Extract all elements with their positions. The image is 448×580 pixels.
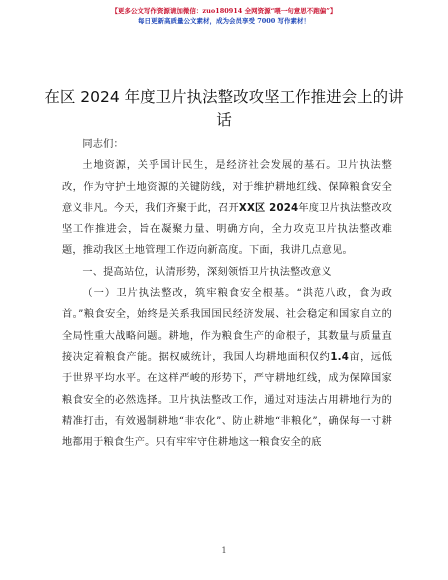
paragraph-food-security-bold: 1.4 bbox=[330, 351, 350, 363]
paragraph-food-security-rest: 亩，远低于世界平均水平。在这样严峻的形势下，严守耕地红线，成为保障国家粮食安全的必然选择。卫片执法整改工作，通过对违法占用耕地行为的精准打击，有效遏制耕地“非农化”、防止耕地“非粮化”，确保每一寸耕地都用于粮食生产。只有牢牢守住耕地这一粮食安全的底 bbox=[62, 351, 392, 449]
paragraph-intro-rest: 年度卫片执法整改攻坚工作推进会，旨在凝聚力量、明确方向，全力攻克卫片执法整改难题，推动我区土地管理工作迈向新高度。下面，我讲几点意见。 bbox=[62, 202, 392, 257]
page-number: 1 bbox=[221, 546, 227, 555]
paragraph-intro-bold: XX区 2024 bbox=[238, 202, 299, 214]
document-title: 在区 2024 年度卫片执法整改攻坚工作推进会上的讲话 bbox=[44, 88, 404, 129]
paragraph-intro bbox=[62, 155, 392, 261]
section-heading-1: 一、提高站位，认清形势，深刻领悟卫片执法整改意义 bbox=[82, 266, 332, 278]
document-body bbox=[62, 134, 392, 453]
paragraph-food-security-text: （一）卫片执法整改，筑牢粮食安全根基。“洪范八政，食为政首。”粮食安全，始终是关系我国国民经济发展、社会稳定和国家自立的全局性重大战略问题。耕地，作为粮食生产的命根子，其数量与质量直接决定着粮食产能。据权威统计，我国人均耕地面积仅约 bbox=[62, 288, 392, 363]
promo-banner-line-2: 每日更新高质量公文素材，成为会员享受 7000 写作素材！ bbox=[137, 17, 311, 25]
promo-banner-line-1: 【更多公文写作资源请加微信：zuo180914 全网资源“喂一句意思不跑偏”】 bbox=[111, 7, 337, 15]
paragraph-food-security bbox=[62, 283, 392, 453]
salutation: 同志们： bbox=[82, 139, 124, 150]
paragraph-intro-text: 土地资源，关乎国计民生，是经济社会发展的基石。卫片执法整改，作为守护土地资源的关键防线，对于维护耕地红线、保障粮食安全意义非凡。今天，我们齐聚于此，召开 bbox=[62, 160, 392, 214]
promo-banner bbox=[0, 6, 448, 26]
